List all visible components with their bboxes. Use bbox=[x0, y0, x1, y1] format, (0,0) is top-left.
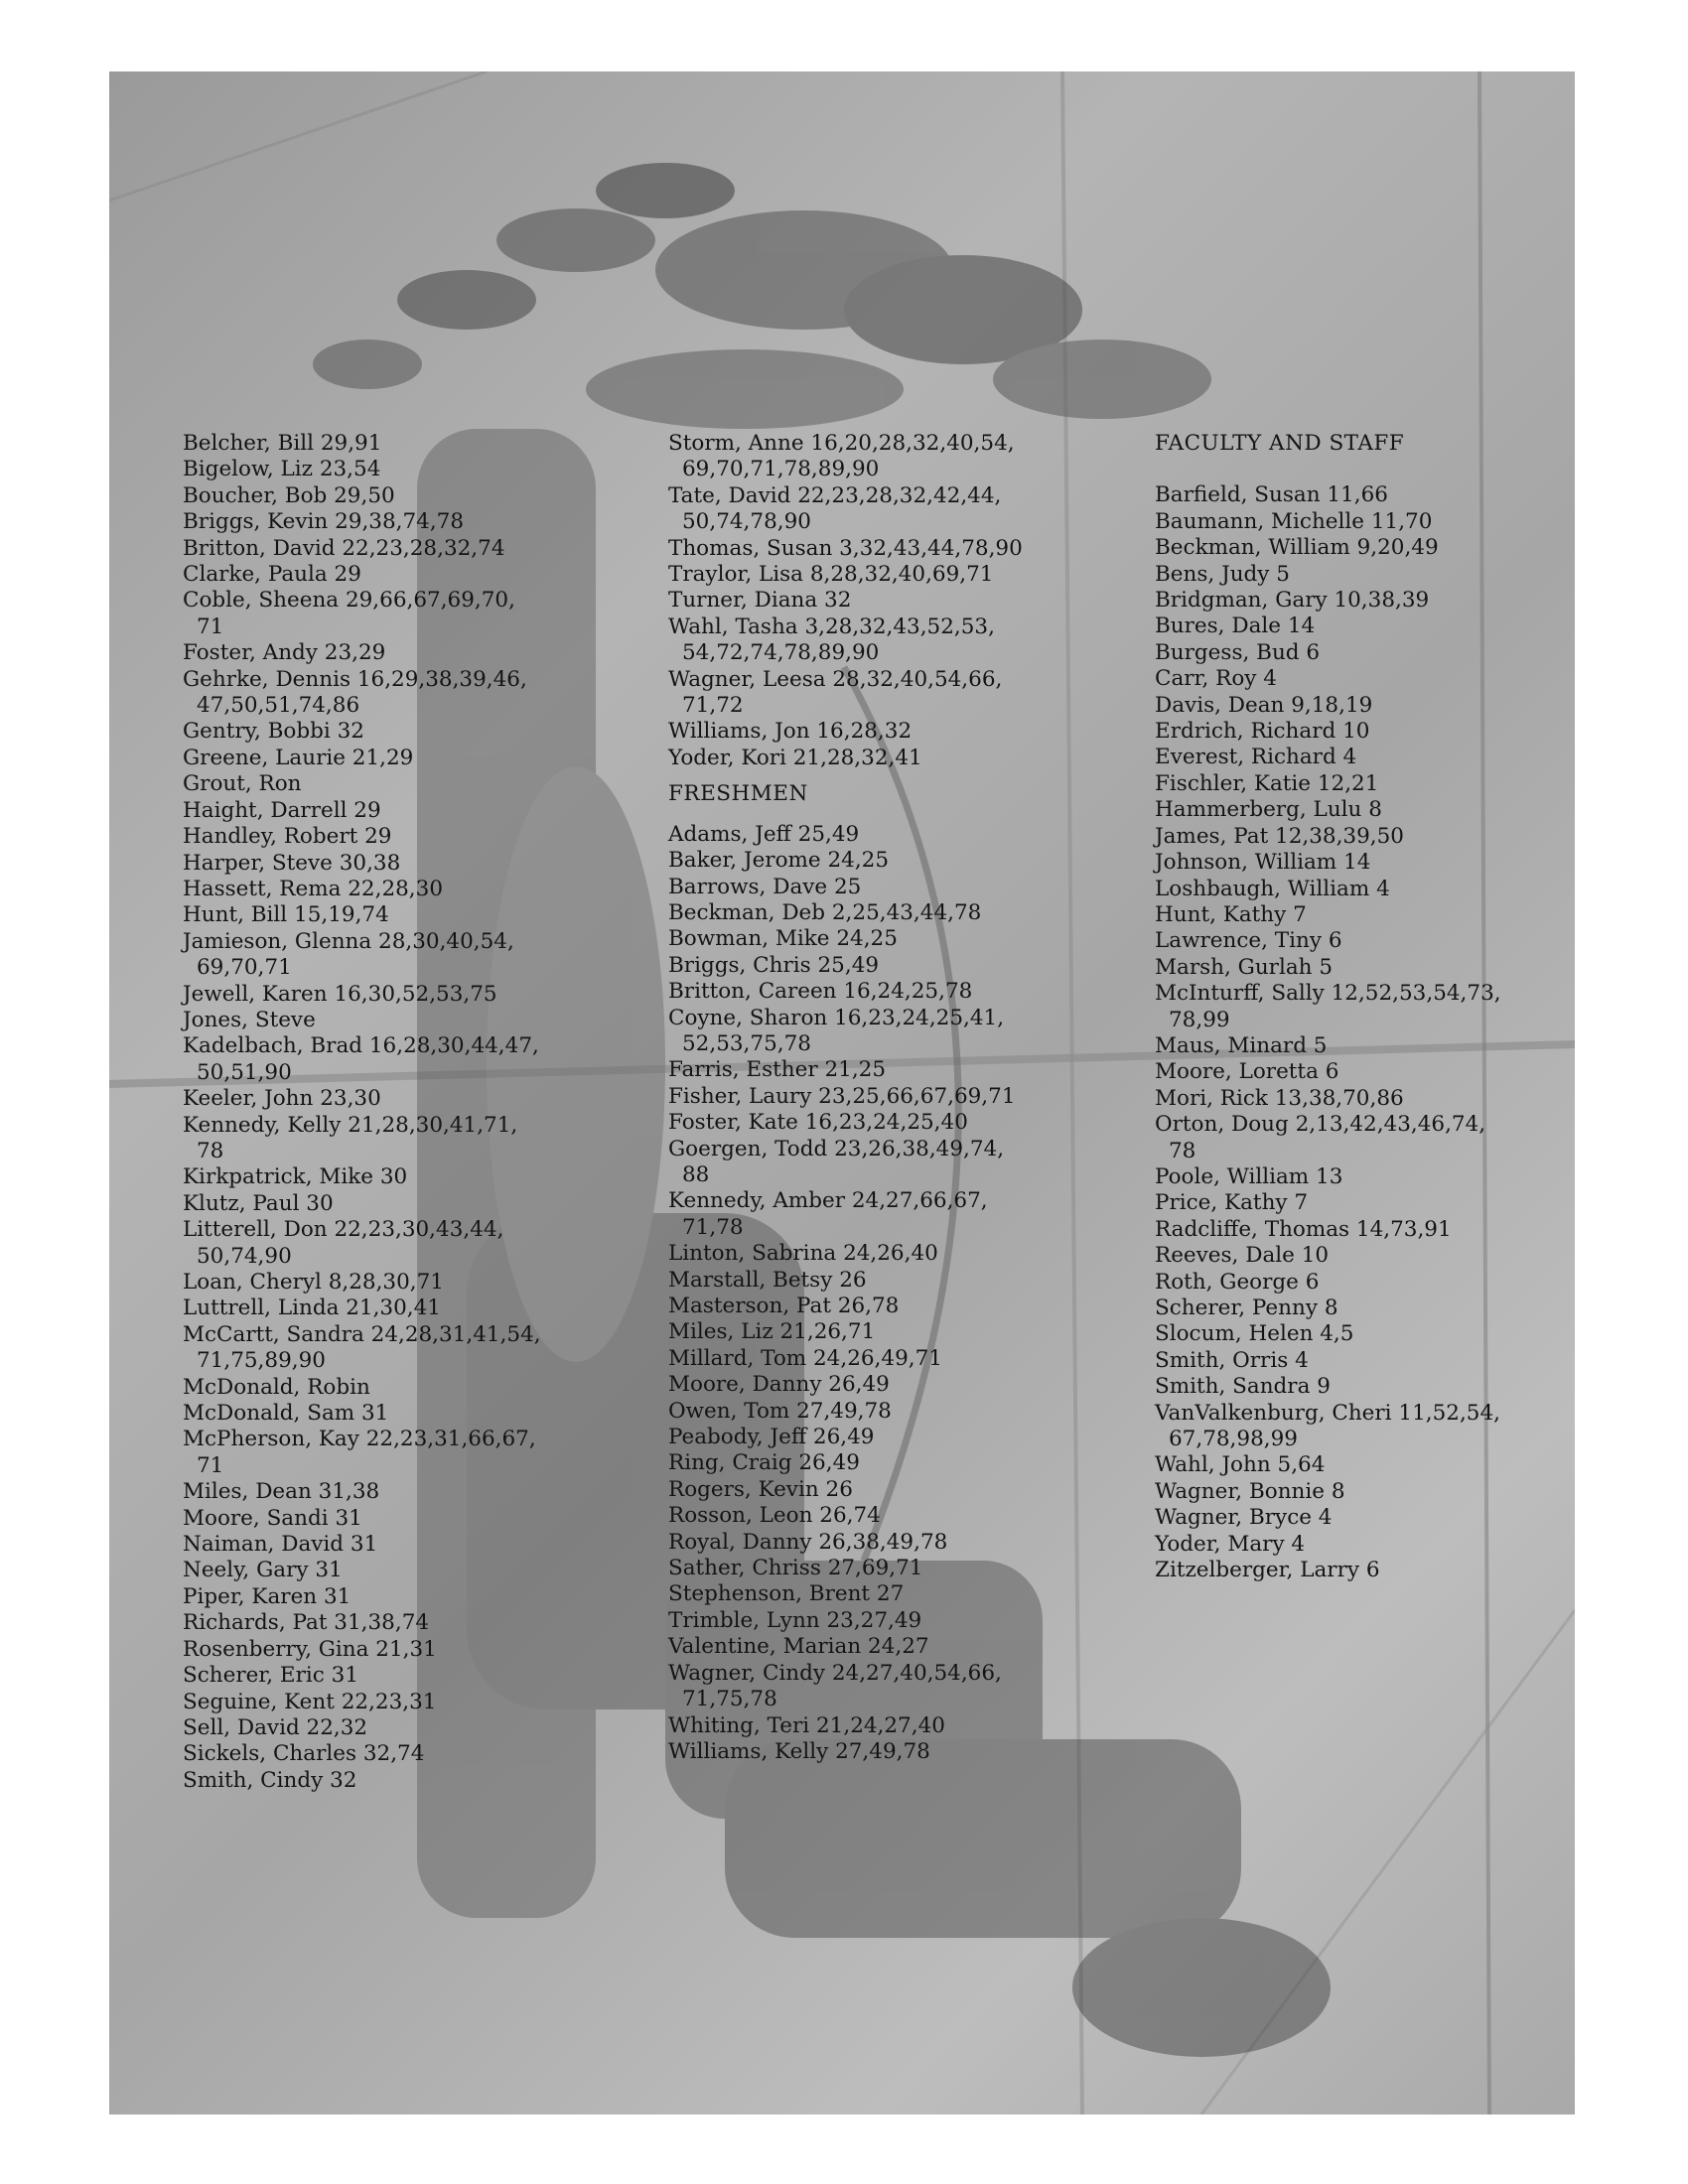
index-entry-continuation: 69,70,71 bbox=[197, 955, 292, 981]
index-entry-continuation: 78 bbox=[1169, 1138, 1196, 1163]
index-entry: Baumann, Michelle 11,70 bbox=[1155, 508, 1433, 534]
index-entry: Bens, Judy 5 bbox=[1155, 561, 1290, 587]
index-entry: Smith, Orris 4 bbox=[1155, 1347, 1309, 1373]
index-entry-continuation: 71,72 bbox=[682, 693, 744, 719]
index-entry: Wahl, John 5,64 bbox=[1155, 1452, 1326, 1478]
index-entry: Thomas, Susan 3,32,43,44,78,90 bbox=[668, 535, 1023, 561]
index-entry: Hammerberg, Lulu 8 bbox=[1155, 797, 1382, 823]
index-entry: Yoder, Mary 4 bbox=[1155, 1531, 1306, 1557]
index-entry: Miles, Dean 31,38 bbox=[183, 1479, 380, 1505]
index-entry: Yoder, Kori 21,28,32,41 bbox=[668, 745, 922, 770]
index-entry: Lawrence, Tiny 6 bbox=[1155, 928, 1342, 954]
index-entry: Belcher, Bill 29,91 bbox=[183, 431, 382, 456]
index-entry: Clarke, Paula 29 bbox=[183, 562, 361, 588]
index-entry: Linton, Sabrina 24,26,40 bbox=[668, 1241, 938, 1267]
index-entry-continuation: 71,78 bbox=[682, 1214, 744, 1240]
index-entry: Whiting, Teri 21,24,27,40 bbox=[668, 1712, 945, 1738]
index-entry: Jewell, Karen 16,30,52,53,75 bbox=[183, 981, 497, 1007]
index-entry: Mori, Rick 13,38,70,86 bbox=[1155, 1085, 1404, 1111]
index-entry: Traylor, Lisa 8,28,32,40,69,71 bbox=[668, 562, 994, 588]
index-entry: Miles, Liz 21,26,71 bbox=[668, 1319, 876, 1345]
index-entry: Scherer, Eric 31 bbox=[183, 1663, 359, 1689]
index-entry: Goergen, Todd 23,26,38,49,74, bbox=[668, 1136, 1005, 1161]
index-entry: Briggs, Kevin 29,38,74,78 bbox=[183, 509, 465, 535]
index-entry: Carr, Roy 4 bbox=[1155, 666, 1277, 692]
index-entry: Millard, Tom 24,26,49,71 bbox=[668, 1345, 942, 1371]
index-entry: Davis, Dean 9,18,19 bbox=[1155, 692, 1373, 718]
section-heading: FRESHMEN bbox=[668, 781, 808, 807]
index-entry: Boucher, Bob 29,50 bbox=[183, 482, 395, 508]
index-entry-continuation: 71,75,78 bbox=[682, 1687, 777, 1712]
index-entry-continuation: 47,50,51,74,86 bbox=[197, 693, 360, 719]
index-entry: Smith, Sandra 9 bbox=[1155, 1374, 1331, 1400]
index-entry-continuation: 69,70,71,78,89,90 bbox=[682, 457, 880, 482]
index-entry: McDonald, Robin bbox=[183, 1374, 370, 1400]
index-entry: Moore, Sandi 31 bbox=[183, 1505, 362, 1531]
index-entry: Moore, Loretta 6 bbox=[1155, 1059, 1339, 1085]
index-entry: Sather, Chriss 27,69,71 bbox=[668, 1556, 923, 1581]
index-entry: Sell, David 22,32 bbox=[183, 1714, 368, 1740]
index-entry-continuation: 67,78,98,99 bbox=[1169, 1427, 1298, 1452]
index-entry: Barrows, Dave 25 bbox=[668, 874, 862, 899]
index-entry: Ring, Craig 26,49 bbox=[668, 1450, 860, 1476]
index-entry: Orton, Doug 2,13,42,43,46,74, bbox=[1155, 1112, 1486, 1138]
index-entry: Turner, Diana 32 bbox=[668, 588, 852, 614]
index-entry: Wagner, Bonnie 8 bbox=[1155, 1478, 1345, 1504]
index-entry: Williams, Jon 16,28,32 bbox=[668, 719, 913, 745]
index-entry: Poole, William 13 bbox=[1155, 1163, 1343, 1189]
index-entry: Masterson, Pat 26,78 bbox=[668, 1294, 900, 1318]
index-entry: Bures, Dale 14 bbox=[1155, 614, 1316, 639]
index-entry: Foster, Kate 16,23,24,25,40 bbox=[668, 1110, 968, 1136]
index-entry: Fisher, Laury 23,25,66,67,69,71 bbox=[668, 1083, 1016, 1109]
index-entry: Slocum, Helen 4,5 bbox=[1155, 1321, 1354, 1347]
index-entry-continuation: 54,72,74,78,89,90 bbox=[682, 640, 880, 666]
index-entry: Kennedy, Amber 24,27,66,67, bbox=[668, 1188, 988, 1214]
index-entry: Keeler, John 23,30 bbox=[183, 1086, 381, 1112]
index-entry: VanValkenburg, Cheri 11,52,54, bbox=[1155, 1400, 1500, 1426]
index-entry: Richards, Pat 31,38,74 bbox=[183, 1610, 430, 1636]
index-entry: Klutz, Paul 30 bbox=[183, 1190, 334, 1216]
index-entry: Everest, Richard 4 bbox=[1155, 745, 1357, 770]
index-entry: Erdrich, Richard 10 bbox=[1155, 719, 1370, 745]
index-entry: Reeves, Dale 10 bbox=[1155, 1243, 1330, 1269]
index-entry: Piper, Karen 31 bbox=[183, 1583, 352, 1609]
index-entry: Foster, Andy 23,29 bbox=[183, 640, 386, 666]
index-entry: Johnson, William 14 bbox=[1155, 850, 1371, 876]
index-column-2 bbox=[668, 431, 1135, 1765]
index-entry: Barfield, Susan 11,66 bbox=[1155, 482, 1388, 508]
index-entry: Bigelow, Liz 23,54 bbox=[183, 457, 381, 482]
index-entry: Trimble, Lynn 23,27,49 bbox=[668, 1607, 922, 1633]
index-entry: Baker, Jerome 24,25 bbox=[668, 848, 890, 874]
index-column-1 bbox=[183, 431, 649, 1794]
index-entry: Jamieson, Glenna 28,30,40,54, bbox=[183, 928, 514, 954]
index-entry: Storm, Anne 16,20,28,32,40,54, bbox=[668, 431, 1015, 456]
index-entry: Loan, Cheryl 8,28,30,71 bbox=[183, 1270, 444, 1295]
index-entry: Rogers, Kevin 26 bbox=[668, 1476, 853, 1502]
index-entry-continuation: 71 bbox=[197, 1452, 224, 1478]
index-entry: Haight, Darrell 29 bbox=[183, 797, 381, 823]
index-entry: Smith, Cindy 32 bbox=[183, 1767, 357, 1793]
index-entry-continuation: 88 bbox=[682, 1161, 710, 1187]
index-entry: Stephenson, Brent 27 bbox=[668, 1581, 905, 1607]
index-entry: Fischler, Katie 12,21 bbox=[1155, 770, 1379, 796]
index-entry: Marstall, Betsy 26 bbox=[668, 1267, 867, 1293]
index-entry: Loshbaugh, William 4 bbox=[1155, 876, 1390, 901]
index-entry: Marsh, Gurlah 5 bbox=[1155, 954, 1334, 980]
index-entry: Beckman, William 9,20,49 bbox=[1155, 535, 1439, 561]
index-entry: Scherer, Penny 8 bbox=[1155, 1296, 1338, 1320]
index-entry: Beckman, Deb 2,25,43,44,78 bbox=[668, 899, 982, 925]
index-entry: James, Pat 12,38,39,50 bbox=[1155, 823, 1404, 849]
index-entry: Valentine, Marian 24,27 bbox=[668, 1634, 929, 1660]
index-entry: Tate, David 22,23,28,32,42,44, bbox=[668, 482, 1002, 508]
index-entry: Briggs, Chris 25,49 bbox=[668, 952, 880, 978]
index-entry: Owen, Tom 27,49,78 bbox=[668, 1398, 892, 1424]
index-entry-continuation: 50,51,90 bbox=[197, 1059, 292, 1085]
index-entry: McPherson, Kay 22,23,31,66,67, bbox=[183, 1427, 536, 1452]
index-entry: Coyne, Sharon 16,23,24,25,41, bbox=[668, 1005, 1005, 1030]
index-column-3 bbox=[1155, 431, 1572, 1583]
section-heading: FACULTY AND STAFF bbox=[1155, 431, 1405, 456]
index-entry: Britton, David 22,23,28,32,74 bbox=[183, 535, 505, 561]
index-entry-continuation: 50,74,90 bbox=[197, 1243, 292, 1269]
index-entry: Greene, Laurie 21,29 bbox=[183, 745, 414, 770]
index-entry: Kennedy, Kelly 21,28,30,41,71, bbox=[183, 1112, 518, 1138]
index-entry: Gehrke, Dennis 16,29,38,39,46, bbox=[183, 666, 527, 692]
index-entry: Maus, Minard 5 bbox=[1155, 1032, 1328, 1058]
index-entry: Britton, Careen 16,24,25,78 bbox=[668, 979, 973, 1005]
index-entry: Bridgman, Gary 10,38,39 bbox=[1155, 588, 1430, 614]
index-entry: Burgess, Bud 6 bbox=[1155, 639, 1321, 665]
index-entry: Price, Kathy 7 bbox=[1155, 1190, 1309, 1216]
index-entry: Wagner, Leesa 28,32,40,54,66, bbox=[668, 666, 1003, 692]
index-entry: Handley, Robert 29 bbox=[183, 824, 392, 850]
index-entry: Wagner, Cindy 24,27,40,54,66, bbox=[668, 1660, 1002, 1686]
index-entry: McInturff, Sally 12,52,53,54,73, bbox=[1155, 981, 1501, 1007]
index-entry: Wagner, Bryce 4 bbox=[1155, 1505, 1333, 1531]
index-entry: Luttrell, Linda 21,30,41 bbox=[183, 1296, 441, 1321]
index-entry: Hunt, Kathy 7 bbox=[1155, 901, 1307, 927]
index-entry: Bowman, Mike 24,25 bbox=[668, 926, 898, 952]
index-entry: Wahl, Tasha 3,28,32,43,52,53, bbox=[668, 614, 995, 639]
index-entry: Seguine, Kent 22,23,31 bbox=[183, 1689, 437, 1714]
index-entry: Grout, Ron bbox=[183, 771, 302, 797]
index-entry: Farris, Esther 21,25 bbox=[668, 1057, 887, 1083]
index-entry: Royal, Danny 26,38,49,78 bbox=[668, 1529, 948, 1555]
index-entry: Adams, Jeff 25,49 bbox=[668, 821, 860, 847]
index-entry: McCartt, Sandra 24,28,31,41,54, bbox=[183, 1321, 541, 1347]
index-entry: Harper, Steve 30,38 bbox=[183, 850, 401, 876]
index-entry-continuation: 50,74,78,90 bbox=[682, 509, 811, 535]
index-entry: McDonald, Sam 31 bbox=[183, 1401, 389, 1427]
index-entry: Williams, Kelly 27,49,78 bbox=[668, 1738, 930, 1764]
index-entry: Rosson, Leon 26,74 bbox=[668, 1503, 881, 1529]
index-entry: Coble, Sheena 29,66,67,69,70, bbox=[183, 588, 515, 614]
index-entry: Kirkpatrick, Mike 30 bbox=[183, 1164, 408, 1190]
index-entry: Moore, Danny 26,49 bbox=[668, 1372, 890, 1398]
index-entry: Neely, Gary 31 bbox=[183, 1558, 343, 1583]
index-entry-continuation: 78 bbox=[197, 1138, 224, 1163]
index-entry: Gentry, Bobbi 32 bbox=[183, 719, 364, 745]
index-entry-continuation: 71 bbox=[197, 614, 224, 639]
index-entry: Roth, George 6 bbox=[1155, 1269, 1320, 1295]
index-entry-continuation: 52,53,75,78 bbox=[682, 1030, 811, 1056]
index-entry-continuation: 71,75,89,90 bbox=[197, 1348, 326, 1374]
index-entry: Kadelbach, Brad 16,28,30,44,47, bbox=[183, 1033, 539, 1059]
index-entry: Naiman, David 31 bbox=[183, 1532, 378, 1558]
index-entry: Radcliffe, Thomas 14,73,91 bbox=[1155, 1216, 1452, 1242]
index-entry: Hunt, Bill 15,19,74 bbox=[183, 902, 389, 928]
index-entry: Litterell, Don 22,23,30,43,44, bbox=[183, 1217, 504, 1243]
index-entry: Rosenberry, Gina 21,31 bbox=[183, 1636, 437, 1662]
index-entry: Peabody, Jeff 26,49 bbox=[668, 1425, 875, 1450]
index-entry: Jones, Steve bbox=[183, 1007, 316, 1032]
index-entry: Zitzelberger, Larry 6 bbox=[1155, 1558, 1380, 1583]
index-entry: Sickels, Charles 32,74 bbox=[183, 1741, 425, 1767]
index-entry-continuation: 78,99 bbox=[1169, 1007, 1230, 1032]
index-entry: Hassett, Rema 22,28,30 bbox=[183, 876, 443, 901]
